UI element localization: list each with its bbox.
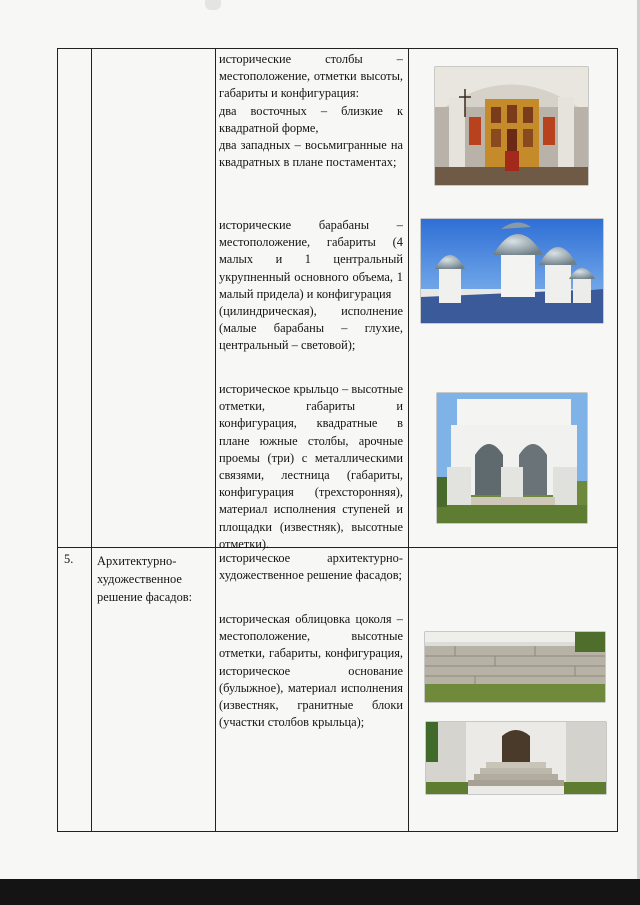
- row-number: 5.: [64, 552, 74, 566]
- photo-plinth-cladding: [425, 632, 605, 702]
- column-divider-2: [215, 49, 216, 831]
- photo-interior-iconostasis: [435, 67, 588, 185]
- scan-bottom-edge: [0, 879, 640, 905]
- paragraph-plinth: историческая облицовка цоколя – местоположение, высотные отметки, габариты, конфигурация, историческое основание (булыжное), материал исполнения (известняк, гранитные блоки (участки столбов крыльца);: [219, 612, 403, 730]
- column-divider-1: [91, 49, 92, 831]
- prev-row-text-2: [219, 217, 403, 355]
- column-divider-3: [408, 49, 409, 831]
- document-table: [57, 48, 618, 832]
- scan-smudge: [205, 0, 221, 10]
- photo-porch-steps: [426, 722, 606, 794]
- prev-row-text-3: [219, 381, 403, 553]
- row-title: Архитектурно- художественное решение фасадов:: [97, 554, 193, 604]
- row5-text-2: [219, 611, 403, 731]
- prev-row-text-1: [219, 51, 403, 171]
- photo-church-porch: [437, 393, 587, 523]
- photo-onion-domes: [421, 219, 603, 323]
- paragraph-drums: исторические барабаны – местоположение, габариты (4 малых и 1 центральный укрупненный основного объема, 1 малый придела) и конфигурация (цилиндрическая), исполнение (малые барабаны – глухие, центральный – световой);: [219, 218, 403, 353]
- paragraph-facades: историческое архитектурно-художественное решение фасадов;: [219, 551, 403, 583]
- row5-text-1: [219, 550, 403, 584]
- paragraph-columns: исторические столбы – местоположение, отметки высоты, габариты и конфигурация: два восточных – близкие к квадратной форме, два западных – восьмигранные на квадратных в плане постаментах;: [219, 52, 403, 170]
- paragraph-porch: историческое крыльцо – высотные отметки, габариты и конфигурация, квадратные в плане южные столбы, арочные проемы (три) с металлическими связями, лестница (габариты, конфигурация (трехсторонняя), материал исполнения ступеней и площадки (известняк), высотные отметки).: [219, 382, 403, 551]
